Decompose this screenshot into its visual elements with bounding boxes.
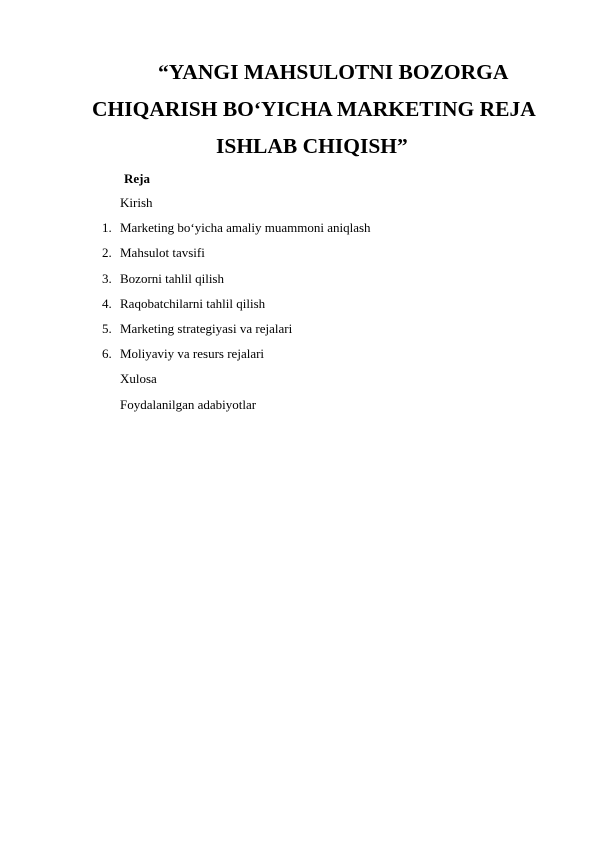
plan-item-4 (0, 297, 596, 322)
plan-item-label: Raqobatchilarni tahlil qilish (120, 295, 266, 311)
plan-item-5 (0, 322, 596, 347)
document-title-line-2: CHIQARISH BO‘YICHA MARKETING REJA (92, 97, 536, 121)
plan-item-label: Mahsulot tavsifi (120, 245, 205, 261)
plan-item-3 (0, 272, 596, 297)
plan-item-number: 1. (102, 220, 112, 236)
plan-item-number: 4. (102, 295, 112, 311)
plan-list (0, 196, 596, 423)
plan-item-label: Kirish (120, 195, 153, 210)
document-title-line-3: ISHLAB CHIQISH” (216, 134, 408, 158)
plan-item-label: Moliyaviy va resurs rejalari (120, 346, 265, 362)
plan-item-number: 5. (102, 320, 112, 336)
plan-item-number: 6. (102, 346, 112, 362)
plan-item-label: Foydalanilgan adabiyotlar (120, 396, 257, 412)
plan-item-label: Marketing bo‘yicha amaliy muammoni aniqlash (120, 220, 371, 236)
plan-item-conclusion (0, 372, 596, 397)
plan-item-number: 2. (102, 245, 112, 261)
plan-item-2 (0, 246, 596, 271)
plan-item-label: Marketing strategiyasi va rejalari (120, 320, 293, 336)
plan-heading: Reja (124, 171, 150, 186)
plan-item-number: 3. (102, 270, 112, 286)
plan-item-label: Bozorni tahlil qilish (120, 270, 224, 286)
plan-item-6 (0, 347, 596, 372)
plan-item-label: Xulosa (120, 371, 157, 387)
plan-item-introduction (0, 196, 596, 221)
plan-item-references (0, 398, 596, 423)
document-title-line-1: “YANGI MAHSULOTNI BOZORGA (158, 60, 509, 84)
plan-item-1 (0, 221, 596, 246)
